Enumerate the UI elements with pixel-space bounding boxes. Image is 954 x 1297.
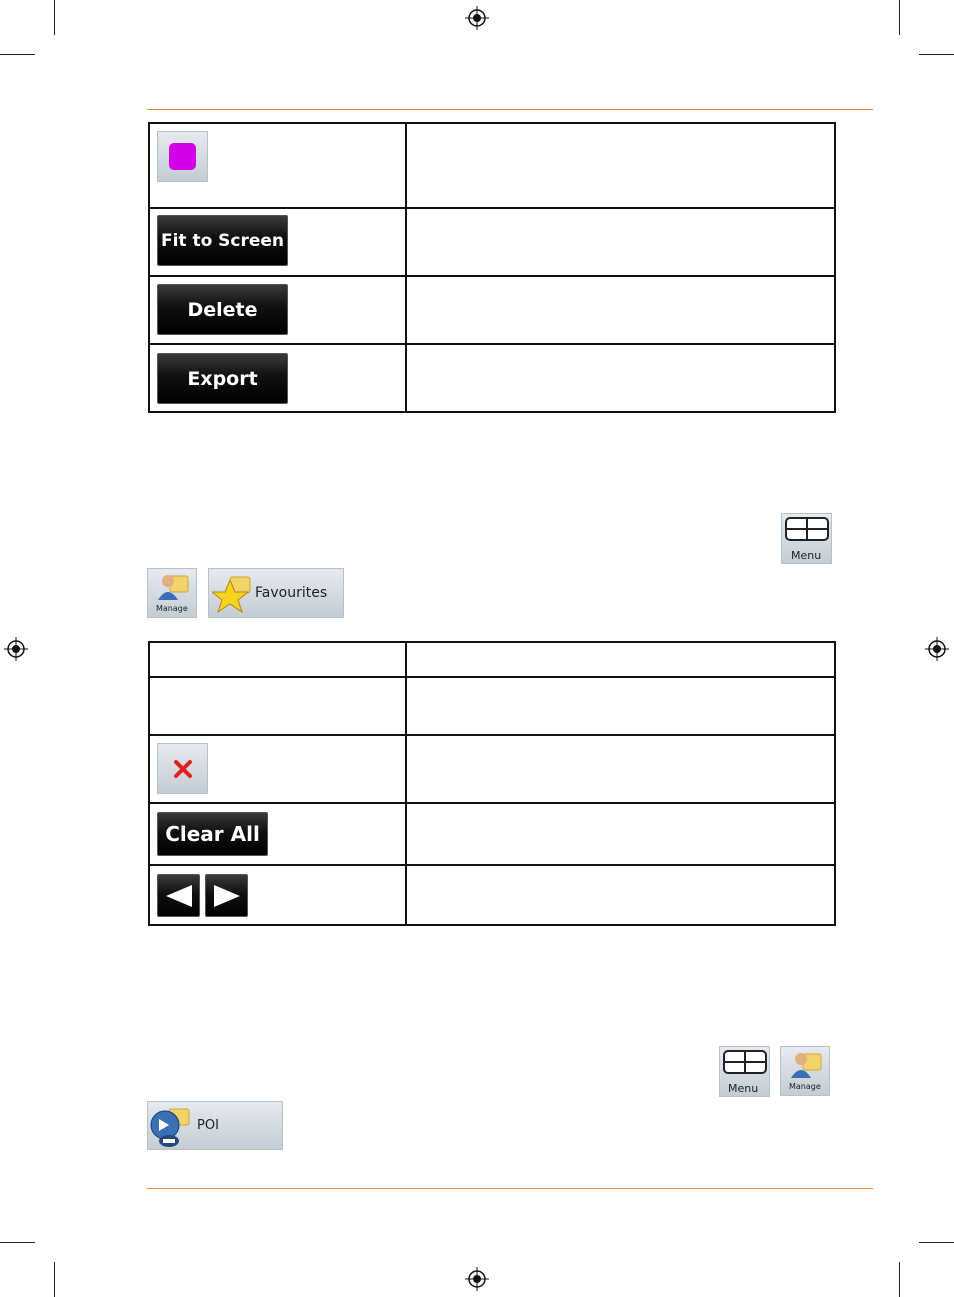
poi-label: POI (197, 1118, 219, 1133)
registration-mark-icon (465, 6, 489, 30)
favourites-label: Favourites (255, 585, 328, 601)
menu-button[interactable] (719, 1046, 770, 1097)
manage-button[interactable] (780, 1046, 830, 1096)
crop-mark (0, 54, 35, 55)
crop-mark (0, 1242, 35, 1243)
crop-mark (54, 0, 55, 35)
poi-button[interactable] (147, 1101, 283, 1150)
registration-mark-icon (925, 637, 949, 661)
table-row (150, 676, 834, 736)
delete-item-button[interactable] (157, 743, 208, 794)
fit-to-screen-button[interactable]: Fit to Screen (157, 215, 288, 266)
crop-mark (54, 1262, 55, 1297)
manage-label: Manage (156, 604, 188, 613)
star-icon (212, 574, 254, 614)
export-button[interactable]: Export (157, 353, 288, 404)
crop-mark (899, 1262, 900, 1297)
close-icon (173, 759, 193, 779)
crop-mark (919, 54, 954, 55)
manage-user-icon (156, 572, 190, 602)
poi-icon (149, 1105, 193, 1149)
delete-button[interactable]: Delete (157, 284, 288, 335)
color-swatch-icon (169, 143, 196, 170)
crop-mark (899, 0, 900, 35)
menu-grid-icon (723, 1050, 767, 1076)
previous-page-button[interactable] (157, 874, 200, 917)
menu-label: Menu (791, 549, 822, 562)
table-header-row (150, 643, 834, 676)
favourites-button[interactable] (208, 568, 344, 618)
button-table-2 (148, 641, 836, 926)
table-row (150, 864, 834, 926)
clear-all-button[interactable]: Clear All (157, 812, 268, 856)
footer-rule (147, 1188, 873, 1189)
menu-button[interactable] (781, 513, 832, 564)
registration-mark-icon (4, 637, 28, 661)
registration-mark-icon (465, 1267, 489, 1291)
table-row (150, 734, 834, 804)
manage-label: Manage (789, 1082, 821, 1091)
manage-user-icon (789, 1050, 823, 1080)
menu-grid-icon (785, 517, 829, 543)
next-page-button[interactable] (205, 874, 248, 917)
arrow-right-icon (212, 883, 242, 909)
table-row (150, 124, 834, 207)
arrow-left-icon (164, 883, 194, 909)
header-rule (147, 109, 873, 110)
manage-button[interactable] (147, 568, 197, 618)
crop-mark (919, 1242, 954, 1243)
color-picker-button[interactable] (157, 131, 208, 182)
menu-label: Menu (728, 1082, 759, 1095)
